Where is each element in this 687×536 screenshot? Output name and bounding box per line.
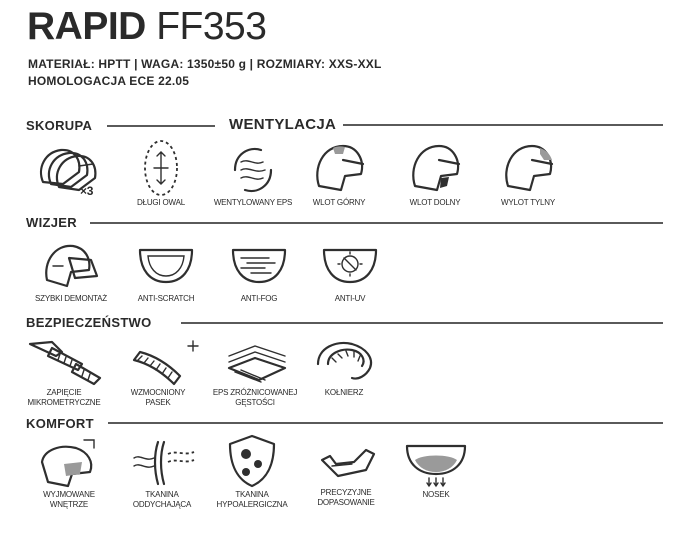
ventilated-eps-icon bbox=[225, 140, 281, 198]
chin-vent-icon bbox=[405, 138, 465, 198]
chin-vent-feature bbox=[385, 138, 485, 208]
neck-roll-icon bbox=[304, 334, 384, 388]
feature-label-line-2: WNĘTRZE bbox=[49, 500, 89, 509]
feature-label: ANTI-SCRATCH bbox=[137, 294, 195, 303]
feature-label-line-2: ODDYCHAJĄCA bbox=[132, 500, 192, 509]
multi-density-eps-icon bbox=[215, 338, 295, 388]
section-divider bbox=[90, 222, 663, 224]
feature-label: WENTYLOWANY EPS bbox=[213, 198, 293, 207]
anti-uv-icon bbox=[318, 240, 382, 288]
feature-label-line-2: MIKROMETRYCZNE bbox=[27, 398, 101, 407]
section-divider bbox=[107, 125, 215, 127]
section-divider bbox=[343, 124, 663, 126]
breathable-fabric-icon bbox=[124, 434, 200, 490]
anti-scratch-feature bbox=[116, 240, 216, 304]
neck-roll-feature bbox=[294, 334, 394, 398]
three-shells-icon bbox=[33, 140, 113, 200]
shell-count: ×3 bbox=[80, 184, 94, 198]
section-bezpieczenstwo-title: BEZPIECZEŃSTWO bbox=[26, 315, 152, 330]
removable-liner-icon bbox=[34, 434, 104, 490]
precise-fit-icon bbox=[308, 436, 384, 488]
quick-release-visor-feature bbox=[21, 236, 121, 304]
ventilated-eps-feature bbox=[203, 140, 303, 208]
product-model: FF353 bbox=[156, 5, 267, 48]
feature-label-line-1: KOŁNIERZ bbox=[324, 388, 364, 397]
anti-fog-feature bbox=[209, 240, 309, 304]
micrometric-buckle-icon bbox=[22, 334, 106, 388]
feature-label-line-1: WZMOCNIONY bbox=[130, 388, 186, 397]
rear-exhaust-feature bbox=[478, 138, 578, 208]
product-name: RAPID bbox=[27, 5, 146, 48]
anti-fog-icon bbox=[227, 240, 291, 288]
breathable-fabric-feature bbox=[112, 434, 212, 510]
micrometric-buckle-feature bbox=[14, 334, 114, 408]
feature-label-line-1: NOSEK bbox=[422, 490, 450, 499]
specs-line-1: MATERIAŁ: HPTT | WAGA: 1350±50 g | ROZMIARY: XXS-XXL bbox=[28, 57, 382, 71]
section-komfort-title: KOMFORT bbox=[26, 416, 94, 431]
section-wentylacja-title: WENTYLACJA bbox=[229, 116, 337, 133]
top-vent-feature bbox=[289, 138, 389, 208]
section-divider bbox=[108, 422, 663, 424]
feature-label-line-1: PRECYZYJNE bbox=[320, 488, 372, 497]
feature-label-line-2: DOPASOWANIE bbox=[317, 498, 375, 507]
rear-exhaust-icon bbox=[498, 138, 558, 198]
feature-label: WLOT DOLNY bbox=[409, 198, 461, 207]
feature-label-line-1: ZAPIĘCIE bbox=[46, 388, 82, 397]
specs-line-2: HOMOLOGACJA ECE 22.05 bbox=[28, 74, 190, 88]
multi-density-eps-feature bbox=[205, 338, 305, 408]
long-oval-feature bbox=[111, 138, 211, 208]
section-divider bbox=[181, 322, 663, 324]
feature-label: ANTI-UV bbox=[334, 294, 366, 303]
product-title bbox=[27, 4, 266, 50]
section-skorupa-title: SKORUPA bbox=[26, 118, 93, 133]
feature-label: ANTI-FOG bbox=[240, 294, 278, 303]
top-vent-icon bbox=[309, 138, 369, 198]
precise-fit-feature bbox=[296, 436, 396, 508]
feature-label: SZYBKI DEMONTAŻ bbox=[35, 294, 107, 303]
feature-label-line-1: EPS ZRÓŻNICOWANEJ bbox=[212, 388, 298, 397]
anti-uv-feature bbox=[300, 240, 400, 304]
feature-label: DŁUGI OWAL bbox=[137, 198, 185, 207]
long-oval-icon bbox=[136, 138, 186, 198]
feature-label: WLOT GÓRNY bbox=[312, 198, 366, 207]
nose-guard-icon bbox=[401, 436, 471, 490]
anti-scratch-icon bbox=[134, 240, 198, 288]
reinforced-strap-icon bbox=[116, 336, 200, 388]
hypoallergenic-fabric-feature bbox=[202, 432, 302, 510]
reinforced-strap-feature bbox=[108, 336, 208, 408]
feature-label: WYLOT TYLNY bbox=[501, 198, 555, 207]
feature-label-line-2: PASEK bbox=[145, 398, 171, 407]
feature-label-line-2: GĘSTOŚCI bbox=[235, 398, 275, 407]
feature-label-line-1: WYJMOWANE bbox=[43, 490, 95, 499]
quick-release-visor-icon bbox=[39, 236, 103, 294]
shell-sizes-feature bbox=[28, 140, 118, 200]
nose-guard-feature bbox=[386, 436, 486, 500]
feature-label-line-2: HYPOALERGICZNA bbox=[216, 500, 288, 509]
feature-label-line-1: TKANINA bbox=[145, 490, 179, 499]
removable-liner-feature bbox=[19, 434, 119, 510]
product-specs bbox=[28, 56, 382, 90]
section-wizjer-title: WIZJER bbox=[26, 215, 77, 230]
feature-label-line-1: TKANINA bbox=[235, 490, 269, 499]
hypoallergenic-fabric-icon bbox=[222, 432, 282, 490]
